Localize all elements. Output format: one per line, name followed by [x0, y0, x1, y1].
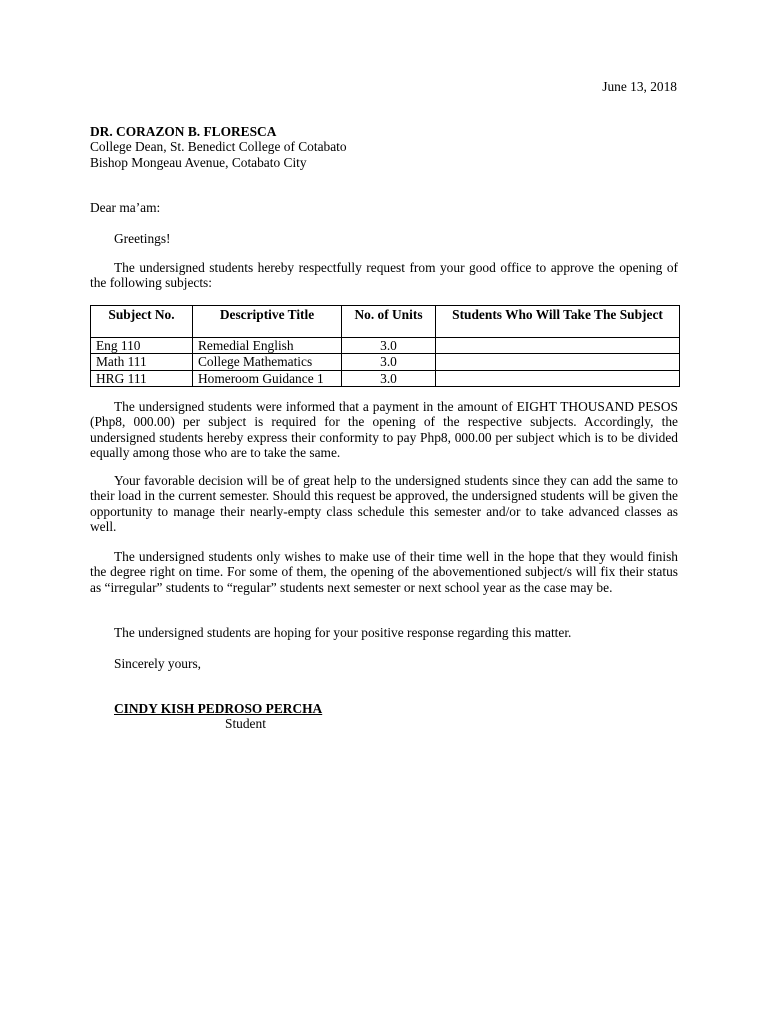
students-cell [436, 354, 680, 370]
signatory-name: CINDY KISH PEDROSO PERCHA [114, 701, 323, 716]
status-paragraph: The undersigned students only wishes to make use of their time well in the hope that they would finish the degree right on time. For some of them, the opening of the abovementioned subject/s will fix their status as “irregular” students to “regular” students next semester or next school year as the case may be. [90, 549, 678, 595]
subject-no-cell: HRG 111 [91, 370, 193, 386]
closing: Sincerely yours, [114, 656, 202, 671]
greeting: Greetings! [114, 231, 171, 246]
signatory-title: Student [225, 716, 266, 731]
descriptive-title-cell: Remedial English [193, 338, 342, 354]
table-row [91, 370, 680, 386]
units-cell: 3.0 [342, 338, 436, 354]
recipient-address: Bishop Mongeau Avenue, Cotabato City [90, 154, 307, 170]
descriptive-title-cell: College Mathematics [193, 354, 342, 370]
subjects-table [90, 305, 680, 387]
payment-paragraph: The undersigned students were informed that a payment in the amount of EIGHT THOUSAND PESOS (Php8, 000.00) per subject is required for the opening of the respective subjects. Accordingly, the undersigned students hereby express their conformity to pay Php8, 000.00 per subject which is to be divided equally among those who are to take the same. [90, 399, 678, 460]
subject-no-cell: Eng 110 [91, 338, 193, 354]
recipient-name: DR. CORAZON B. FLORESCA [90, 124, 277, 139]
letter-date: June 13, 2018 [602, 79, 677, 94]
header-descriptive-title: Descriptive Title [193, 306, 342, 338]
recipient-block [90, 124, 347, 170]
table-row [91, 354, 680, 370]
units-cell: 3.0 [342, 354, 436, 370]
units-cell: 3.0 [342, 370, 436, 386]
table-row [91, 338, 680, 354]
intro-paragraph: The undersigned students hereby respectfully request from your good office to approve the opening of the following subjects: [90, 260, 678, 291]
header-students: Students Who Will Take The Subject [436, 306, 680, 338]
header-units: No. of Units [342, 306, 436, 338]
students-cell [436, 338, 680, 354]
recipient-position: College Dean, St. Benedict College of Cotabato [90, 139, 347, 155]
subject-no-cell: Math 111 [91, 354, 193, 370]
final-paragraph: The undersigned students are hoping for your positive response regarding this matter. [114, 625, 572, 640]
salutation: Dear ma’am: [90, 200, 161, 215]
students-cell [436, 370, 680, 386]
header-subject-no: Subject No. [91, 306, 193, 338]
table-header-row [91, 306, 680, 338]
benefit-paragraph: Your favorable decision will be of great help to the undersigned students since they can add the same to their load in the current semester. Should this request be approved, the undersigned students will be given the opportunity to manage their nearly-empty class schedule this semester and/or to take advanced classes as well. [90, 473, 678, 534]
descriptive-title-cell: Homeroom Guidance 1 [193, 370, 342, 386]
